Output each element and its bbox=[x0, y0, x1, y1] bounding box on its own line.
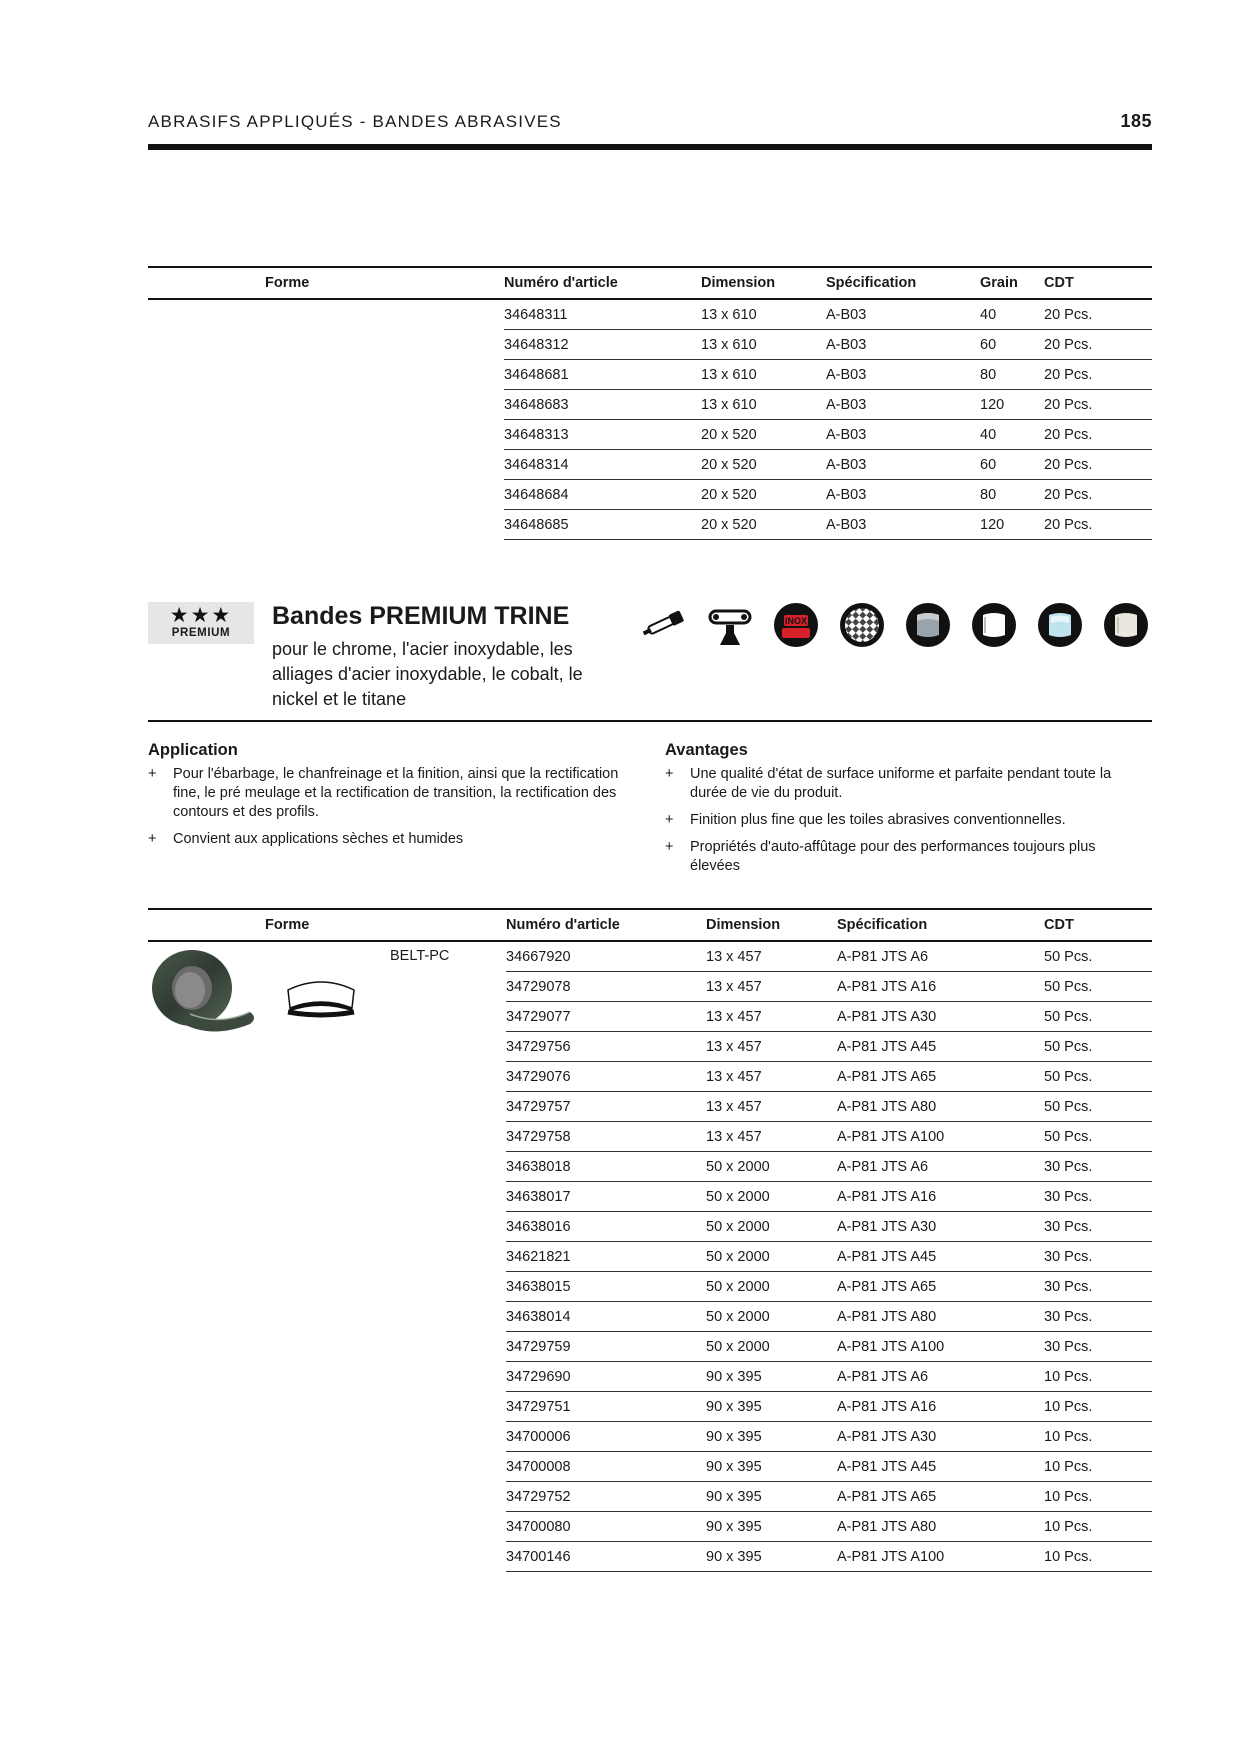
grain-cell: 80 bbox=[980, 480, 1044, 510]
dimension-cell: 90 x 395 bbox=[706, 1362, 837, 1392]
col-header-dimension: Dimension bbox=[701, 267, 826, 299]
dimension-cell: 13 x 610 bbox=[701, 390, 826, 420]
grain-cell: 40 bbox=[980, 420, 1044, 450]
cdt-cell: 20 Pcs. bbox=[1044, 390, 1152, 420]
application-list bbox=[148, 765, 638, 857]
article-table-1 bbox=[148, 266, 1152, 540]
dimension-cell: 90 x 395 bbox=[706, 1422, 837, 1452]
specification-cell: A-P81 JTS A6 bbox=[837, 1362, 1044, 1392]
dimension-cell: 13 x 457 bbox=[706, 1092, 837, 1122]
specification-cell: A-P81 JTS A100 bbox=[837, 1122, 1044, 1152]
col-header-article: Numéro d'article bbox=[506, 909, 706, 941]
article-cell: 34638018 bbox=[506, 1152, 706, 1182]
grain-cell: 40 bbox=[980, 299, 1044, 330]
cdt-cell: 30 Pcs. bbox=[1044, 1152, 1152, 1182]
forme-label: BELT-PC bbox=[390, 948, 450, 964]
article-cell: 34700080 bbox=[506, 1512, 706, 1542]
dimension-cell: 90 x 395 bbox=[706, 1392, 837, 1422]
specification-cell: A-B03 bbox=[826, 480, 980, 510]
table-row bbox=[148, 299, 1152, 330]
cdt-cell: 30 Pcs. bbox=[1044, 1212, 1152, 1242]
page-number: 185 bbox=[1120, 111, 1152, 131]
specification-cell: A-P81 JTS A100 bbox=[837, 1542, 1044, 1572]
dimension-cell: 13 x 457 bbox=[706, 1002, 837, 1032]
cdt-cell: 20 Pcs. bbox=[1044, 330, 1152, 360]
article-cell: 34700008 bbox=[506, 1452, 706, 1482]
specification-cell: A-P81 JTS A30 bbox=[837, 1212, 1044, 1242]
cdt-cell: 20 Pcs. bbox=[1044, 450, 1152, 480]
article-cell: 34729759 bbox=[506, 1332, 706, 1362]
specification-cell: A-P81 JTS A45 bbox=[837, 1452, 1044, 1482]
specification-cell: A-P81 JTS A80 bbox=[837, 1092, 1044, 1122]
cdt-cell: 30 Pcs. bbox=[1044, 1182, 1152, 1212]
dimension-cell: 13 x 610 bbox=[701, 360, 826, 390]
article-cell: 34621821 bbox=[506, 1242, 706, 1272]
cdt-cell: 10 Pcs. bbox=[1044, 1512, 1152, 1542]
premium-badge bbox=[148, 602, 254, 644]
specification-cell: A-P81 JTS A16 bbox=[837, 1392, 1044, 1422]
list-item: + Finition plus fine que les toiles abrasives conventionnelles. bbox=[665, 811, 1135, 830]
specification-cell: A-B03 bbox=[826, 450, 980, 480]
dimension-cell: 50 x 2000 bbox=[706, 1212, 837, 1242]
dimension-cell: 90 x 395 bbox=[706, 1482, 837, 1512]
belt-grinder-icon bbox=[706, 601, 754, 649]
article-cell: 34729758 bbox=[506, 1122, 706, 1152]
specification-cell: A-P81 JTS A45 bbox=[837, 1242, 1044, 1272]
checkered-material-icon bbox=[838, 601, 886, 649]
specification-cell: A-P81 JTS A65 bbox=[837, 1272, 1044, 1302]
dimension-cell: 50 x 2000 bbox=[706, 1332, 837, 1362]
list-item: + Convient aux applications sèches et humides bbox=[148, 830, 638, 849]
table-body bbox=[148, 299, 1152, 540]
article-cell: 34648312 bbox=[504, 330, 701, 360]
specification-cell: A-B03 bbox=[826, 360, 980, 390]
list-item: + Pour l'ébarbage, le chanfreinage et la finition, ainsi que la rectification fine, le pré meulage et la rectification de transition, la rectification des contours et des profils. bbox=[148, 765, 638, 822]
col-header-cdt: CDT bbox=[1044, 909, 1152, 941]
article-cell: 34700146 bbox=[506, 1542, 706, 1572]
specification-cell: A-B03 bbox=[826, 330, 980, 360]
section-rule bbox=[148, 720, 1152, 722]
inox-material-icon bbox=[772, 601, 820, 649]
cdt-cell: 50 Pcs. bbox=[1044, 941, 1152, 972]
cdt-cell: 30 Pcs. bbox=[1044, 1302, 1152, 1332]
col-header-forme: Forme bbox=[148, 909, 506, 941]
specification-cell: A-B03 bbox=[826, 510, 980, 540]
specification-cell: A-B03 bbox=[826, 420, 980, 450]
dimension-cell: 20 x 520 bbox=[701, 510, 826, 540]
dimension-cell: 90 x 395 bbox=[706, 1542, 837, 1572]
header-rule bbox=[148, 144, 1152, 150]
application-icons bbox=[640, 601, 1152, 649]
col-header-article: Numéro d'article bbox=[504, 267, 701, 299]
grain-cell: 60 bbox=[980, 330, 1044, 360]
dimension-cell: 20 x 520 bbox=[701, 480, 826, 510]
steel-material-icon bbox=[904, 601, 952, 649]
cdt-cell: 10 Pcs. bbox=[1044, 1392, 1152, 1422]
cdt-cell: 50 Pcs. bbox=[1044, 1032, 1152, 1062]
article-cell: 34648685 bbox=[504, 510, 701, 540]
product-title: Bandes PREMIUM TRINE bbox=[272, 602, 570, 630]
cdt-cell: 10 Pcs. bbox=[1044, 1542, 1152, 1572]
specification-cell: A-P81 JTS A100 bbox=[837, 1332, 1044, 1362]
article-cell: 34729757 bbox=[506, 1092, 706, 1122]
cdt-cell: 30 Pcs. bbox=[1044, 1332, 1152, 1362]
article-cell: 34729756 bbox=[506, 1032, 706, 1062]
dimension-cell: 50 x 2000 bbox=[706, 1242, 837, 1272]
article-cell: 34648683 bbox=[504, 390, 701, 420]
article-cell: 34667920 bbox=[506, 941, 706, 972]
cdt-cell: 20 Pcs. bbox=[1044, 299, 1152, 330]
cdt-cell: 20 Pcs. bbox=[1044, 360, 1152, 390]
col-header-dimension: Dimension bbox=[706, 909, 837, 941]
cdt-cell: 50 Pcs. bbox=[1044, 1002, 1152, 1032]
dimension-cell: 13 x 457 bbox=[706, 1032, 837, 1062]
forme-label-cell bbox=[390, 941, 506, 1572]
dimension-cell: 50 x 2000 bbox=[706, 1272, 837, 1302]
article-cell: 34638017 bbox=[506, 1182, 706, 1212]
avantages-list bbox=[665, 765, 1135, 884]
specification-cell: A-P81 JTS A6 bbox=[837, 1152, 1044, 1182]
article-cell: 34638014 bbox=[506, 1302, 706, 1332]
table-header-row bbox=[148, 909, 1152, 941]
dimension-cell: 13 x 610 bbox=[701, 299, 826, 330]
cdt-cell: 10 Pcs. bbox=[1044, 1422, 1152, 1452]
cdt-cell: 50 Pcs. bbox=[1044, 972, 1152, 1002]
cdt-cell: 10 Pcs. bbox=[1044, 1452, 1152, 1482]
dimension-cell: 50 x 2000 bbox=[706, 1302, 837, 1332]
grain-cell: 120 bbox=[980, 390, 1044, 420]
specification-cell: A-P81 JTS A30 bbox=[837, 1422, 1044, 1452]
dimension-cell: 13 x 610 bbox=[701, 330, 826, 360]
hand-grinder-icon bbox=[640, 601, 688, 649]
cdt-cell: 30 Pcs. bbox=[1044, 1242, 1152, 1272]
cdt-cell: 20 Pcs. bbox=[1044, 420, 1152, 450]
specification-cell: A-P81 JTS A65 bbox=[837, 1482, 1044, 1512]
grain-cell: 120 bbox=[980, 510, 1044, 540]
article-cell: 34648681 bbox=[504, 360, 701, 390]
col-header-forme: Forme bbox=[148, 267, 504, 299]
dimension-cell: 13 x 457 bbox=[706, 1062, 837, 1092]
section-header-title: ABRASIFS APPLIQUÉS - BANDES ABRASIVES bbox=[148, 112, 562, 131]
article-cell: 34648684 bbox=[504, 480, 701, 510]
chrome-material-icon bbox=[970, 601, 1018, 649]
specification-cell: A-P81 JTS A80 bbox=[837, 1512, 1044, 1542]
table-body bbox=[148, 941, 1152, 1572]
premium-stars: ★★★ bbox=[169, 604, 233, 627]
dimension-cell: 13 x 457 bbox=[706, 972, 837, 1002]
article-cell: 34638015 bbox=[506, 1272, 706, 1302]
grain-cell: 80 bbox=[980, 360, 1044, 390]
article-cell: 34729690 bbox=[506, 1362, 706, 1392]
specification-cell: A-P81 JTS A65 bbox=[837, 1062, 1044, 1092]
specification-cell: A-B03 bbox=[826, 299, 980, 330]
forme-cell bbox=[148, 299, 504, 540]
article-cell: 34648313 bbox=[504, 420, 701, 450]
cdt-cell: 20 Pcs. bbox=[1044, 510, 1152, 540]
col-header-cdt: CDT bbox=[1044, 267, 1152, 299]
avantages-heading: Avantages bbox=[665, 741, 748, 759]
table-row bbox=[148, 941, 1152, 972]
article-cell: 34638016 bbox=[506, 1212, 706, 1242]
dimension-cell: 90 x 395 bbox=[706, 1452, 837, 1482]
cdt-cell: 50 Pcs. bbox=[1044, 1062, 1152, 1092]
col-header-grain: Grain bbox=[980, 267, 1044, 299]
cdt-cell: 10 Pcs. bbox=[1044, 1362, 1152, 1392]
belt-shape-diagram bbox=[282, 978, 360, 1023]
dimension-cell: 20 x 520 bbox=[701, 420, 826, 450]
specification-cell: A-P81 JTS A45 bbox=[837, 1032, 1044, 1062]
specification-cell: A-P81 JTS A6 bbox=[837, 941, 1044, 972]
table-header-row bbox=[148, 267, 1152, 299]
article-cell: 34729752 bbox=[506, 1482, 706, 1512]
specification-cell: A-P81 JTS A30 bbox=[837, 1002, 1044, 1032]
grain-cell: 60 bbox=[980, 450, 1044, 480]
specification-cell: A-P81 JTS A80 bbox=[837, 1302, 1044, 1332]
premium-label: PREMIUM bbox=[171, 627, 231, 639]
col-header-specification: Spécification bbox=[837, 909, 1044, 941]
article-cell: 34729077 bbox=[506, 1002, 706, 1032]
application-heading: Application bbox=[148, 741, 238, 759]
dimension-cell: 13 x 457 bbox=[706, 941, 837, 972]
nickel-titanium-material-icon bbox=[1102, 601, 1150, 649]
specification-cell: A-B03 bbox=[826, 390, 980, 420]
col-header-specification: Spécification bbox=[826, 267, 980, 299]
product-subtitle: pour le chrome, l'acier inoxydable, les alliages d'acier inoxydable, le cobalt, le nickel et le titane bbox=[272, 639, 583, 709]
list-item: + Une qualité d'état de surface uniforme et parfaite pendant toute la durée de vie du produit. bbox=[665, 765, 1135, 803]
cdt-cell: 50 Pcs. bbox=[1044, 1092, 1152, 1122]
article-cell: 34729076 bbox=[506, 1062, 706, 1092]
article-cell: 34648311 bbox=[504, 299, 701, 330]
inox-icon-text: INOX bbox=[784, 616, 808, 626]
dimension-cell: 20 x 520 bbox=[701, 450, 826, 480]
belt-product-photo bbox=[150, 948, 260, 1049]
cdt-cell: 50 Pcs. bbox=[1044, 1122, 1152, 1152]
article-cell: 34648314 bbox=[504, 450, 701, 480]
specification-cell: A-P81 JTS A16 bbox=[837, 972, 1044, 1002]
dimension-cell: 90 x 395 bbox=[706, 1512, 837, 1542]
dimension-cell: 50 x 2000 bbox=[706, 1182, 837, 1212]
article-cell: 34700006 bbox=[506, 1422, 706, 1452]
list-item: + Propriétés d'auto-affûtage pour des performances toujours plus élevées bbox=[665, 838, 1135, 876]
cdt-cell: 30 Pcs. bbox=[1044, 1272, 1152, 1302]
specification-cell: A-P81 JTS A16 bbox=[837, 1182, 1044, 1212]
dimension-cell: 13 x 457 bbox=[706, 1122, 837, 1152]
dimension-cell: 50 x 2000 bbox=[706, 1152, 837, 1182]
cdt-cell: 20 Pcs. bbox=[1044, 480, 1152, 510]
cdt-cell: 10 Pcs. bbox=[1044, 1482, 1152, 1512]
article-cell: 34729078 bbox=[506, 972, 706, 1002]
cobalt-material-icon bbox=[1036, 601, 1084, 649]
article-cell: 34729751 bbox=[506, 1392, 706, 1422]
